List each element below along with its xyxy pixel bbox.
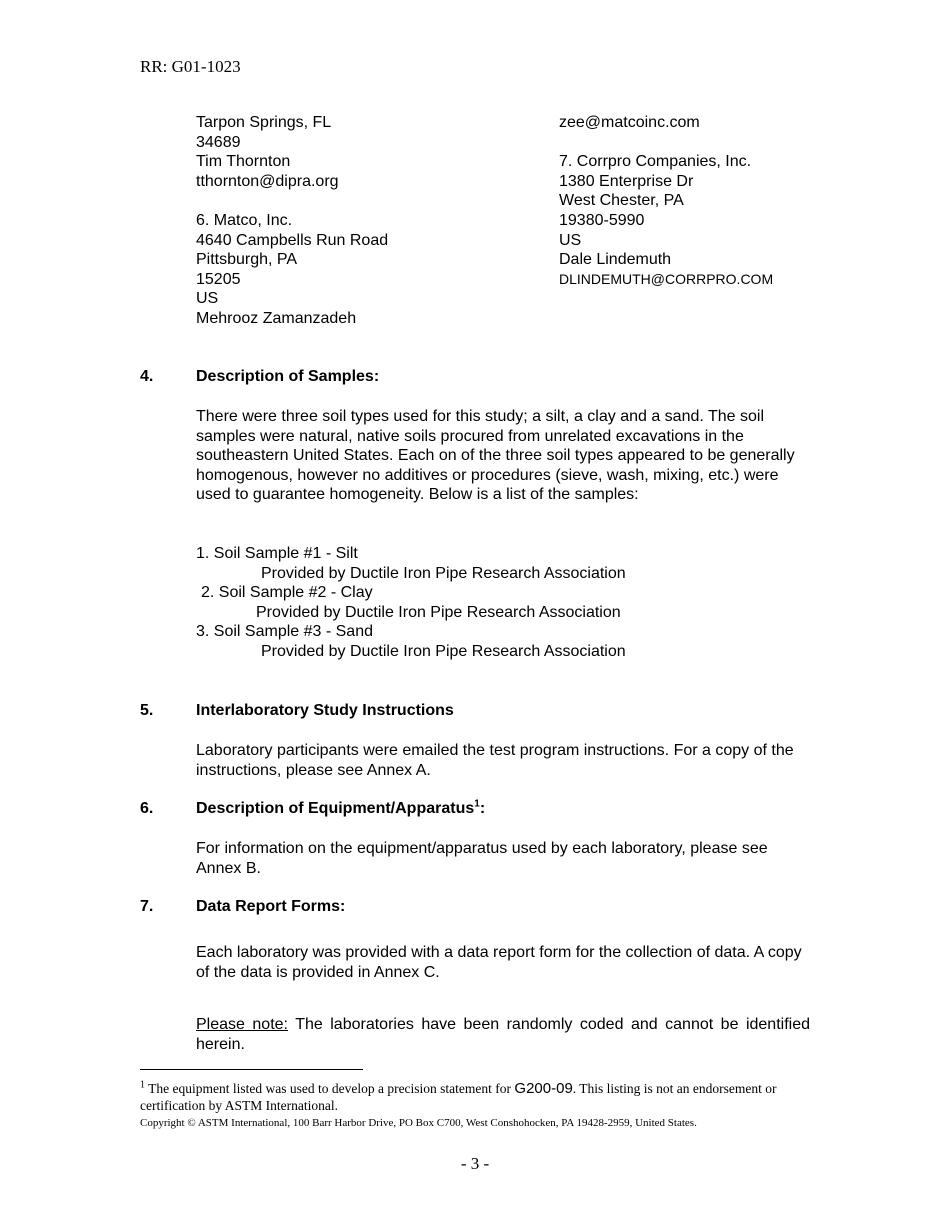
contact-line: 34689: [196, 133, 241, 151]
contact-line: 1380 Enterprise Dr: [559, 172, 694, 190]
sample-item-provider: Provided by Ductile Iron Pipe Research Association: [256, 603, 621, 621]
sample-item-provider: Provided by Ductile Iron Pipe Research Association: [261, 642, 626, 660]
contact-email-link[interactable]: zee@matcoinc.com: [559, 114, 700, 131]
section-6-body: For information on the equipment/apparatus used by each laboratory, please see Annex B.: [196, 840, 768, 877]
note-label: Please note:: [196, 1016, 288, 1033]
contacts-left-column: [196, 113, 388, 329]
contact-line: 6. Matco, Inc.: [196, 211, 293, 229]
page-number: - 3 -: [460, 1154, 490, 1173]
sample-item-name: 2. Soil Sample #2 - Clay: [201, 584, 373, 602]
footnote-divider: [140, 1069, 363, 1070]
contact-line: Tim Thornton: [196, 153, 291, 171]
section-7-body: Each laboratory was provided with a data report form for the collection of data. A copy of the data is provided in Annex C.: [196, 944, 802, 981]
section-4-title: Description of Samples:: [196, 368, 380, 385]
contact-line: Mehrooz Zamanzadeh: [196, 309, 357, 327]
sample-item-name: 1. Soil Sample #1 - Silt: [196, 545, 358, 562]
sample-item-name: 3. Soil Sample #3 - Sand: [196, 623, 373, 641]
footnote-mark: 1: [140, 1079, 145, 1091]
section-4-number: 4.: [140, 368, 154, 385]
footnote-reference[interactable]: 1: [474, 798, 480, 810]
section-4-body: There were three soil types used for this study; a silt, a clay and a sand. The soil samples were natural, native soils procured from unrelated excavations in the southeastern United States. Each on of the three soil types appeared to be generally homogenous, however no additives or procedures (sieve, wash, mixing, etc.) were used to guarantee homogeneity. Below is a list of the samples:: [196, 408, 795, 504]
footnote-text-after: . This listing is not an endorsement or certification by ASTM International.: [140, 1081, 777, 1113]
document-reference: RR: G01-1023: [140, 57, 241, 76]
contact-line: 19380-5990: [559, 211, 645, 229]
contact-email-link[interactable]: DLINDEMUTH@CORRPRO.COM: [559, 270, 774, 287]
section-6-number: 6.: [140, 800, 154, 817]
spacer: [559, 133, 773, 153]
section-7-number: 7.: [140, 898, 154, 915]
contact-line: Dale Lindemuth: [559, 251, 672, 269]
contact-line: 4640 Campbells Run Road: [196, 231, 389, 249]
copyright-notice: Copyright © ASTM International, 100 Barr Harbor Drive, PO Box C700, West Conshohocken, PA 19428-2959, United States.: [140, 1117, 697, 1129]
section-5-title: Interlaboratory Study Instructions: [196, 702, 454, 719]
footnote-text-before: The equipment listed was used to develop a precision statement for: [145, 1081, 515, 1096]
contact-line: Tarpon Springs, FL: [196, 114, 332, 131]
section-6-title-text: Description of Equipment/Apparatus: [196, 800, 475, 817]
contact-line: West Chester, PA: [559, 192, 684, 210]
sample-item-provider: Provided by Ductile Iron Pipe Research Association: [261, 564, 626, 582]
contact-email-link[interactable]: tthornton@dipra.org: [196, 172, 339, 190]
note-text: The laboratories have been randomly coded and cannot be identified herein.: [196, 1016, 810, 1053]
contact-line: Pittsburgh, PA: [196, 251, 298, 269]
section-5-body: Laboratory participants were emailed the test program instructions. For a copy of the instructions, please see Annex A.: [196, 742, 794, 779]
contact-line: US: [196, 290, 219, 308]
footnote: [140, 1080, 840, 1114]
section-6-title-suffix: :: [479, 800, 486, 817]
contact-line: 7. Corrpro Companies, Inc.: [559, 153, 752, 171]
section-6-title: [196, 800, 485, 818]
section-7-note: [196, 1015, 810, 1054]
spacer: [196, 191, 388, 211]
section-7-title: Data Report Forms:: [196, 898, 346, 915]
section-5-number: 5.: [140, 702, 154, 719]
footnote-standard: G200-09: [514, 1080, 573, 1097]
contacts-right-column: [559, 113, 773, 289]
contact-line: 15205: [196, 270, 241, 288]
sample-list: [196, 544, 626, 662]
contact-line: US: [559, 231, 582, 249]
